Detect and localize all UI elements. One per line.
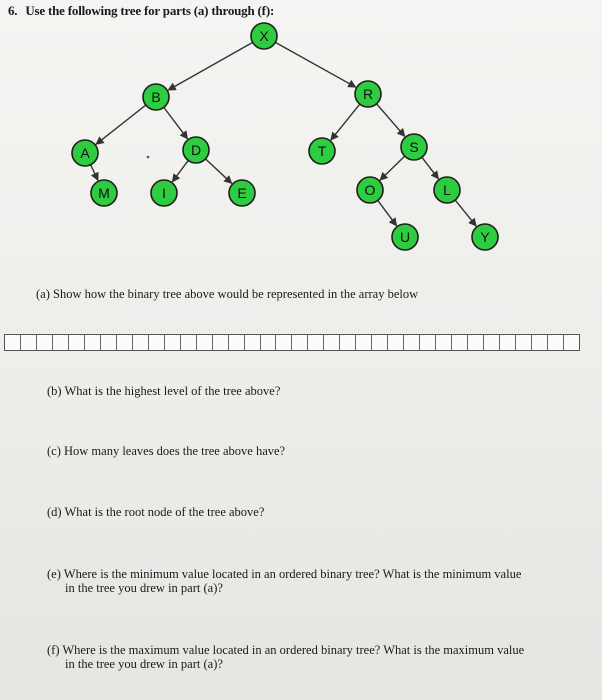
node-label: X <box>259 28 269 44</box>
part-e-line1: (e) Where is the minimum value located in an ordered binary tree? What is the minimum value <box>47 567 522 581</box>
tree-edge-d-e <box>205 159 231 184</box>
part-d-text: (d) What is the root node of the tree above? <box>47 505 265 519</box>
array-cell <box>37 335 53 350</box>
part-f-text <box>47 643 524 671</box>
node-label: S <box>409 139 419 155</box>
array-cell <box>197 335 213 350</box>
tree-node-r <box>355 81 381 107</box>
tree-node-a <box>72 140 98 166</box>
array-cell <box>532 335 548 350</box>
array-cell <box>101 335 117 350</box>
tree-node-t <box>309 138 335 164</box>
part-f-line2: in the tree you drew in part (a)? <box>65 657 223 671</box>
array-cell <box>149 335 165 350</box>
tree-edge-s-l <box>422 157 439 179</box>
array-cell <box>468 335 484 350</box>
array-cell <box>452 335 468 350</box>
node-label: D <box>190 142 202 158</box>
array-cell <box>340 335 356 350</box>
array-cell <box>69 335 85 350</box>
tree-node-s <box>401 134 427 160</box>
array-cell <box>436 335 452 350</box>
array-cell <box>324 335 340 350</box>
node-label: L <box>443 182 451 198</box>
tree-node-i <box>151 180 177 206</box>
part-e-text <box>47 567 521 595</box>
part-a-text: (a) Show how the binary tree above would be represented in the array below <box>36 287 419 301</box>
array-cell <box>117 335 133 350</box>
question-number: 6. <box>8 3 18 18</box>
array-cell <box>213 335 229 350</box>
node-label: I <box>162 185 166 201</box>
part-e-line2: in the tree you drew in part (a)? <box>65 581 223 595</box>
array-cell <box>245 335 261 350</box>
node-label: M <box>98 185 110 201</box>
array-cell <box>404 335 420 350</box>
array-cell <box>181 335 197 350</box>
array-cell <box>516 335 532 350</box>
node-label: U <box>399 229 411 245</box>
node-label: Y <box>480 229 490 245</box>
question-prompt: Use the following tree for parts (a) through (f): <box>25 3 275 18</box>
array-cell <box>356 335 372 350</box>
tree-edge-s-o <box>380 156 405 180</box>
tree-edge-l-y <box>455 200 476 226</box>
array-cell <box>5 335 21 350</box>
array-cell <box>308 335 324 350</box>
array-cell <box>276 335 292 350</box>
node-label: E <box>237 185 247 201</box>
tree-edge-r-t <box>331 104 360 140</box>
node-label: O <box>364 182 376 198</box>
array-cell <box>85 335 101 350</box>
array-cell <box>165 335 181 350</box>
array-cell <box>388 335 404 350</box>
part-b-text: (b) What is the highest level of the tree above? <box>47 384 281 398</box>
tree-node-y <box>472 224 498 250</box>
array-cell <box>484 335 500 350</box>
tree-node-b <box>143 84 169 110</box>
tree-edge-b-a <box>96 105 146 144</box>
part-c-text: (c) How many leaves does the tree above have? <box>47 444 286 458</box>
node-label: B <box>151 89 161 105</box>
tree-node-l <box>434 177 460 203</box>
array-cell <box>261 335 277 350</box>
array-cell <box>372 335 388 350</box>
stray-dot <box>147 156 150 159</box>
array-cell <box>229 335 245 350</box>
tree-edge-a-m <box>91 165 98 181</box>
tree-node-m <box>91 180 117 206</box>
tree-node-d <box>183 137 209 163</box>
array-cell <box>133 335 149 350</box>
array-representation <box>4 334 580 351</box>
array-cell <box>500 335 516 350</box>
array-cell <box>21 335 37 350</box>
tree-edge-x-b <box>168 42 252 90</box>
tree-node-u <box>392 224 418 250</box>
part-f-line1: (f) Where is the maximum value located in an ordered binary tree? What is the maximum value <box>47 643 525 657</box>
array-cell <box>564 335 579 350</box>
tree-node-o <box>357 177 383 203</box>
array-cell <box>292 335 308 350</box>
array-cell <box>420 335 436 350</box>
tree-node-x <box>251 23 277 49</box>
node-label: T <box>317 143 327 159</box>
binary-tree-diagram <box>0 0 602 270</box>
node-label: R <box>362 86 374 102</box>
tree-edge-b-d <box>164 107 188 138</box>
tree-node-e <box>229 180 255 206</box>
tree-edge-d-i <box>172 160 188 181</box>
tree-edge-r-s <box>377 104 405 137</box>
tree-edge-o-u <box>378 200 397 225</box>
array-cell <box>53 335 69 350</box>
tree-edge-x-r <box>275 42 355 87</box>
array-cell <box>548 335 564 350</box>
node-label: A <box>80 145 90 161</box>
